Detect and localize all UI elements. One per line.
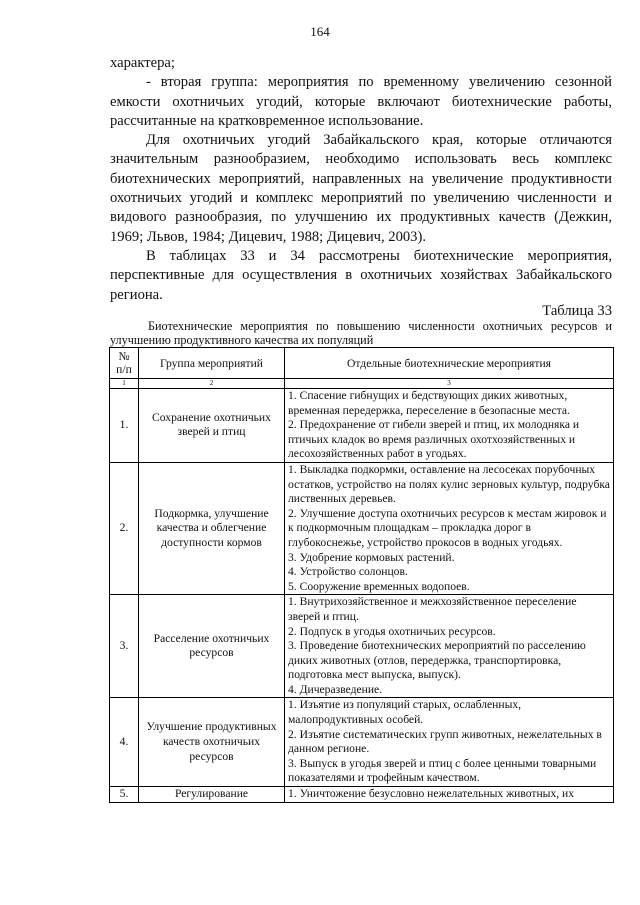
- measure-item: 1. Изъятие из популяций старых, ослабленных, малопродуктивных особей.: [288, 698, 522, 727]
- page-number: 164: [310, 24, 330, 39]
- measure-item: 4. Устройство солонцов.: [288, 565, 408, 579]
- row-number: 3.: [110, 595, 139, 698]
- biotech-measures-table: [109, 347, 614, 803]
- table-row: [110, 698, 614, 787]
- measure-item: 1. Внутрихозяйственное и межхозяйственное переселение зверей и птиц.: [288, 595, 577, 623]
- header-group: Группа мероприятий: [139, 348, 285, 379]
- table-label: Таблица 33: [542, 303, 612, 319]
- table-header-row: [110, 348, 614, 379]
- measure-item: 2. Улучшение доступа охотничьих ресурсов к местам жировок и к подкормочным площадкам – прокладка дорог в глубокоснежье, устройство прокосов в водных угодьях.: [288, 506, 607, 549]
- paragraph: Для охотничьих угодий Забайкальского края, которые отличаются значительным разнообразием, необходимо использовать весь комплекс биотехнических мероприятий, направленных на увеличение продуктивности охотничьих угодий и комплекс мероприятий по увеличению численности и видового разнообразия, по улучшению их продуктивных качеств (Дежкин, 1969; Львов, 1984; Дицевич, 1988; Дицевич, 2003).: [110, 132, 612, 245]
- paragraph: - вторая группа: мероприятия по временному увеличению сезонной емкости охотничьих угодий, которые включают биотехнические работы, рассчитанные на кратковременное использование.: [110, 74, 612, 129]
- measure-item: 1. Выкладка подкормки, оставление на лесосеках порубочных остатков, устройство на полях кулис зерновых культур, подрубка лиственных деревьев.: [288, 462, 610, 506]
- measure-group: Подкормка, улучшение качества и облегчение доступности кормов: [139, 462, 285, 594]
- table-row: [110, 595, 614, 698]
- table-caption: Биотехнические мероприятия по повышению численности охотничьих ресурсов и улучшению продуктивного качества их популяций: [110, 319, 612, 347]
- paragraph: характера;: [110, 55, 175, 71]
- measure-item: 4. Дичеразведение.: [288, 682, 383, 696]
- measure-list: [285, 698, 614, 787]
- column-number: 3: [285, 379, 614, 389]
- measure-item: 3. Выпуск в угодья зверей и птиц с более ценными товарными показателями и трофейным качеством.: [288, 756, 597, 785]
- header-num: № п/п: [110, 348, 139, 379]
- paragraph: В таблицах 33 и 34 рассмотрены биотехнические мероприятия, перспективные для осуществления в охотничьих хозяйствах Забайкальского региона.: [110, 247, 612, 303]
- measure-group: Сохранение охотничьих зверей и птиц: [139, 389, 285, 463]
- column-number: 2: [139, 379, 285, 389]
- measure-list: [285, 462, 614, 594]
- measure-item: 5. Сооружение временных водопоев.: [288, 579, 470, 593]
- measure-list: [285, 595, 614, 698]
- table-row: [110, 462, 614, 594]
- header-measures: Отдельные биотехнические мероприятия: [285, 348, 614, 379]
- table-row: [110, 787, 614, 803]
- table-row: [110, 389, 614, 463]
- measure-item: 1. Уничтожение безусловно нежелательных животных, их: [288, 787, 575, 801]
- measure-list: [285, 389, 614, 463]
- row-number: 2.: [110, 462, 139, 594]
- measure-group: Регулирование: [139, 787, 285, 803]
- measure-item: 3. Проведение биотехнических мероприятий по расселению диких животных (отлов, передержка, транспортировка, подготовка мест выпуска, выпуск).: [288, 639, 586, 682]
- measure-item: 1. Спасение гибнущих и бедствующих диких животных, временная передержка, переселение в безопасные места.: [288, 389, 570, 417]
- measure-item: 2. Изъятие систематических групп животных, нежелательных в данном регионе.: [288, 727, 602, 756]
- measure-list: [285, 787, 614, 803]
- measure-item: 2. Подпуск в угодья охотничьих ресурсов.: [288, 624, 496, 638]
- row-number: 4.: [110, 698, 139, 787]
- row-number: 1.: [110, 389, 139, 463]
- measure-group: Улучшение продуктивных качеств охотничьих ресурсов: [139, 698, 285, 787]
- measure-group: Расселение охотничьих ресурсов: [139, 595, 285, 698]
- column-number-row: [110, 379, 614, 389]
- body-text: [110, 54, 612, 305]
- column-number: 1: [110, 379, 139, 389]
- measure-item: 3. Удобрение кормовых растений.: [288, 550, 455, 564]
- row-number: 5.: [110, 787, 139, 803]
- measure-item: 2. Предохранение от гибели зверей и птиц, их молодняка и птичьих кладок во время различных охотхозяйственных и лесохозяйственных работ в угодьях.: [288, 418, 580, 461]
